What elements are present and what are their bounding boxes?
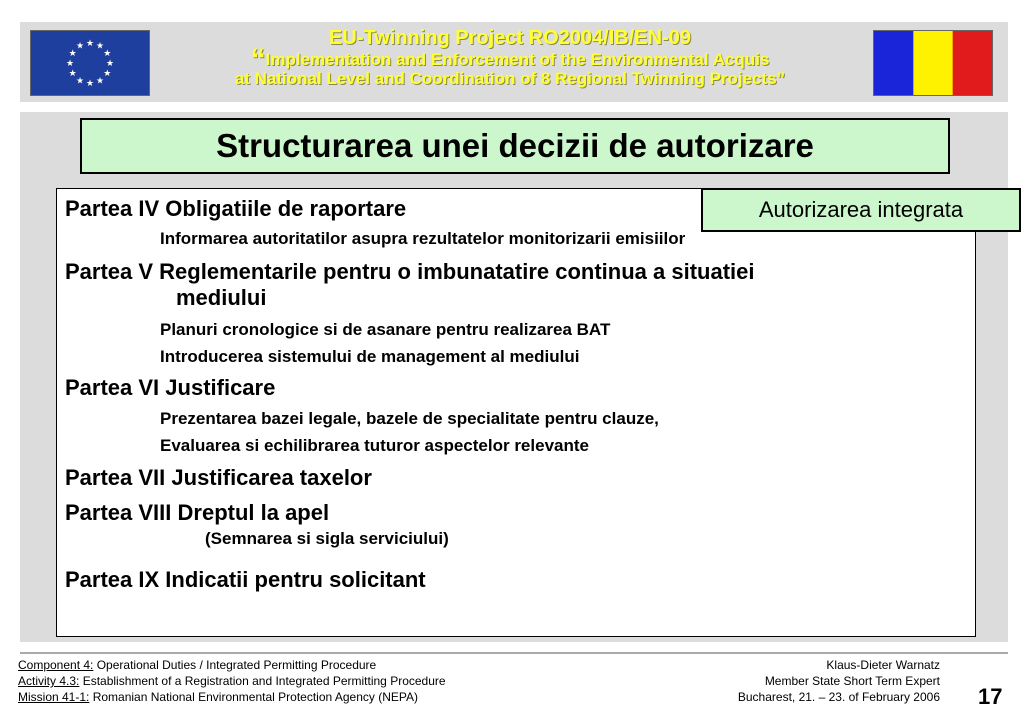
part-viii-item: (Semnarea si sigla serviciului): [205, 529, 449, 548]
eu-star-icon: ★: [68, 49, 77, 59]
part-v-item-1: Planuri cronologice si de asanare pentru realizarea BAT: [160, 320, 611, 339]
part-iv-heading: Partea IV Obligatiile de raportare: [65, 196, 407, 221]
footer-component-text: Operational Duties / Integrated Permitting Procedure: [93, 658, 377, 672]
project-title: [160, 26, 860, 88]
part-vi-item-2: Evaluarea si echilibrarea tuturor aspectelor relevante: [160, 436, 589, 455]
part-v-item-2: Introducerea sistemului de management al mediului: [160, 347, 580, 366]
part-v-heading-cont: mediului: [176, 285, 267, 310]
footer-activity-label: Activity 4.3:: [18, 674, 80, 688]
flag-stripe: [953, 31, 992, 95]
footer-left: [18, 657, 446, 705]
part-ix-heading: Partea IX Indicatii pentru solicitant: [65, 567, 426, 592]
eu-star-icon: ★: [85, 79, 95, 89]
footer-place-date: Bucharest, 21. – 23. of February 2006: [737, 690, 940, 704]
eu-star-icon: ★: [65, 59, 75, 69]
romania-flag-icon: [873, 30, 993, 96]
footer-mission: [18, 689, 446, 705]
project-name-text: Implementation and Enforcement of the Environmental Acquis: [265, 50, 770, 69]
eu-flag-icon: [30, 30, 150, 96]
footer-role: Member State Short Term Expert: [764, 674, 940, 688]
eu-star-icon: ★: [103, 49, 112, 59]
part-viii-heading: Partea VIII Dreptul la apel: [65, 500, 330, 525]
eu-star-icon: ★: [103, 69, 112, 79]
eu-star-icon: ★: [85, 39, 95, 49]
eu-star-icon: ★: [95, 76, 105, 87]
part-vi-heading: Partea VI Justificare: [65, 375, 276, 400]
part-vi-item-1: Prezentarea bazei legale, bazele de specialitate pentru clauze,: [160, 409, 659, 428]
page-number: 17: [978, 684, 1003, 709]
header-banner: [20, 22, 1008, 102]
integrated-permit-badge: Autorizarea integrata: [701, 188, 1021, 232]
project-name-line1: [160, 43, 860, 76]
flag-stripe: [874, 31, 914, 95]
part-v-heading: Partea V Reglementarile pentru o imbunatatire continua a situatiei: [65, 259, 755, 284]
eu-star-icon: ★: [75, 41, 85, 52]
footer-divider: [20, 652, 1008, 654]
project-code: EU-Twinning Project RO2004/IB/EN-09: [329, 27, 691, 49]
eu-star-icon: ★: [95, 41, 105, 52]
footer-activity-text: Establishment of a Registration and Integrated Permitting Procedure: [79, 674, 446, 688]
footer-component-label: Component 4:: [18, 658, 94, 672]
eu-star-icon: ★: [68, 69, 77, 79]
flag-stripe: [913, 31, 953, 95]
footer-author: Klaus-Dieter Warnatz: [826, 658, 940, 672]
footer-right: [660, 657, 940, 705]
footer-mission-text: Romanian National Environmental Protection Agency (NEPA): [89, 690, 418, 704]
open-quote: “: [250, 43, 266, 76]
part-vii-heading: Partea VII Justificarea taxelor: [65, 465, 372, 490]
footer-component: [18, 657, 446, 673]
part-iv-item: Informarea autoritatilor asupra rezultatelor monitorizarii emisiilor: [160, 229, 686, 248]
footer-mission-label: Mission 41-1:: [18, 690, 90, 704]
eu-star-icon: ★: [105, 59, 115, 69]
eu-star-icon: ★: [75, 76, 85, 87]
slide-title: Structurarea unei decizii de autorizare: [80, 118, 950, 174]
project-name-line2: at National Level and Coordination of 8 Regional Twinning Projects”: [234, 69, 786, 88]
footer-activity: [18, 673, 446, 689]
